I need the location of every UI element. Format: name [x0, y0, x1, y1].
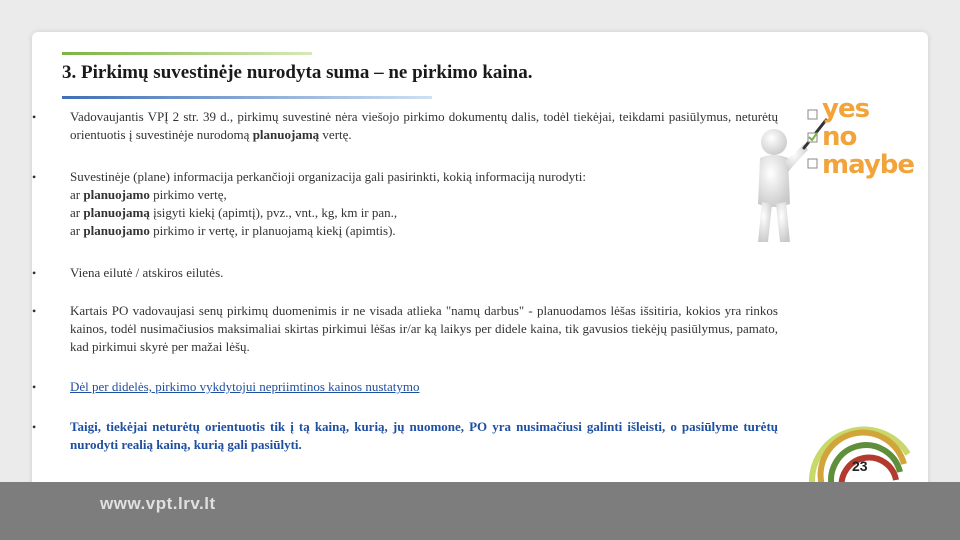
- bullet-dot: •: [32, 420, 37, 434]
- bullet-item: [32, 168, 778, 240]
- bullet-item: [32, 264, 778, 282]
- option-no: no: [822, 122, 857, 152]
- yes-no-maybe-illustration: [738, 92, 915, 252]
- bullet-bold-text: planuojamą: [252, 127, 320, 142]
- bullet-text: Vadovaujantis VPĮ 2 str. 39 d., pirkimų suvestinė nėra viešojo pirkimo dokumentų dalis, todėl tiekėjai, teikdami pasiūlymus, neturėtų orientuotis į suvestinėje nurodomą: [70, 109, 778, 142]
- bullet-item: [32, 418, 778, 454]
- bullet-text: vertę.: [319, 127, 352, 142]
- bullet-text: Kartais PO vadovaujasi senų pirkimų duomenimis ir ne visada atlieka "namų darbus" - planuodamos lėšas išsitiria, kokios yra rinkos kainos, todėl nusimačiusios maksimaliai skirtas pirkimui lėšas ir/ar ką laikys per didele kaina, tik gavusios tiekėjų pasiūlymus, pamato, kad pirkimui skyrė per mažai lėšų.: [70, 303, 778, 354]
- title-accent-line-top: [62, 52, 312, 55]
- bullet-subline: ar planuojamą įsigyti kiekį (apimtį), pvz., vnt., kg, km ir pan.,: [70, 205, 398, 220]
- bullet-dot: •: [32, 266, 37, 280]
- bullet-subline: ar planuojamo pirkimo vertę,: [70, 187, 227, 202]
- bullet-dot: •: [32, 110, 37, 124]
- option-maybe: maybe: [822, 150, 915, 180]
- bullet-dot: •: [32, 304, 37, 318]
- slide-title: 3. Pirkimų suvestinėje nurodyta suma – ne pirkimo kaina.: [62, 62, 533, 83]
- page-number: 23: [852, 458, 868, 474]
- bullet-dot: •: [32, 170, 37, 184]
- title-accent-line-bottom: [62, 96, 432, 99]
- bullet-dot: •: [32, 380, 37, 394]
- bullet-subline: ar planuojamo pirkimo ir vertę, ir planuojamą kiekį (apimtis).: [70, 223, 396, 238]
- bullet-item: [32, 378, 778, 396]
- option-yes: yes: [822, 94, 870, 124]
- price-determination-link[interactable]: Dėl per didelės, pirkimo vykdytojui nepriimtinos kainos nustatymo: [70, 379, 420, 394]
- bullet-conclusion-text: Taigi, tiekėjai neturėtų orientuotis tik į tą kainą, kurią, jų nuomone, PO yra nusimačiusi galinti išleisti, o pasiūlyme turėtų nurodyti realią kainą, kurią gali pasiūlyti.: [70, 419, 778, 452]
- bullet-text: Suvestinėje (plane) informacija perkančioji organizacija gali pasirinkti, kokią informaciją nurodyti:: [70, 169, 586, 184]
- bullet-item: [32, 302, 778, 356]
- footer-url: www.vpt.lrv.lt: [100, 494, 216, 513]
- bullet-text: Viena eilutė / atskiros eilutės.: [70, 265, 224, 280]
- footer-bar: [0, 482, 960, 540]
- bullet-item: [32, 108, 778, 144]
